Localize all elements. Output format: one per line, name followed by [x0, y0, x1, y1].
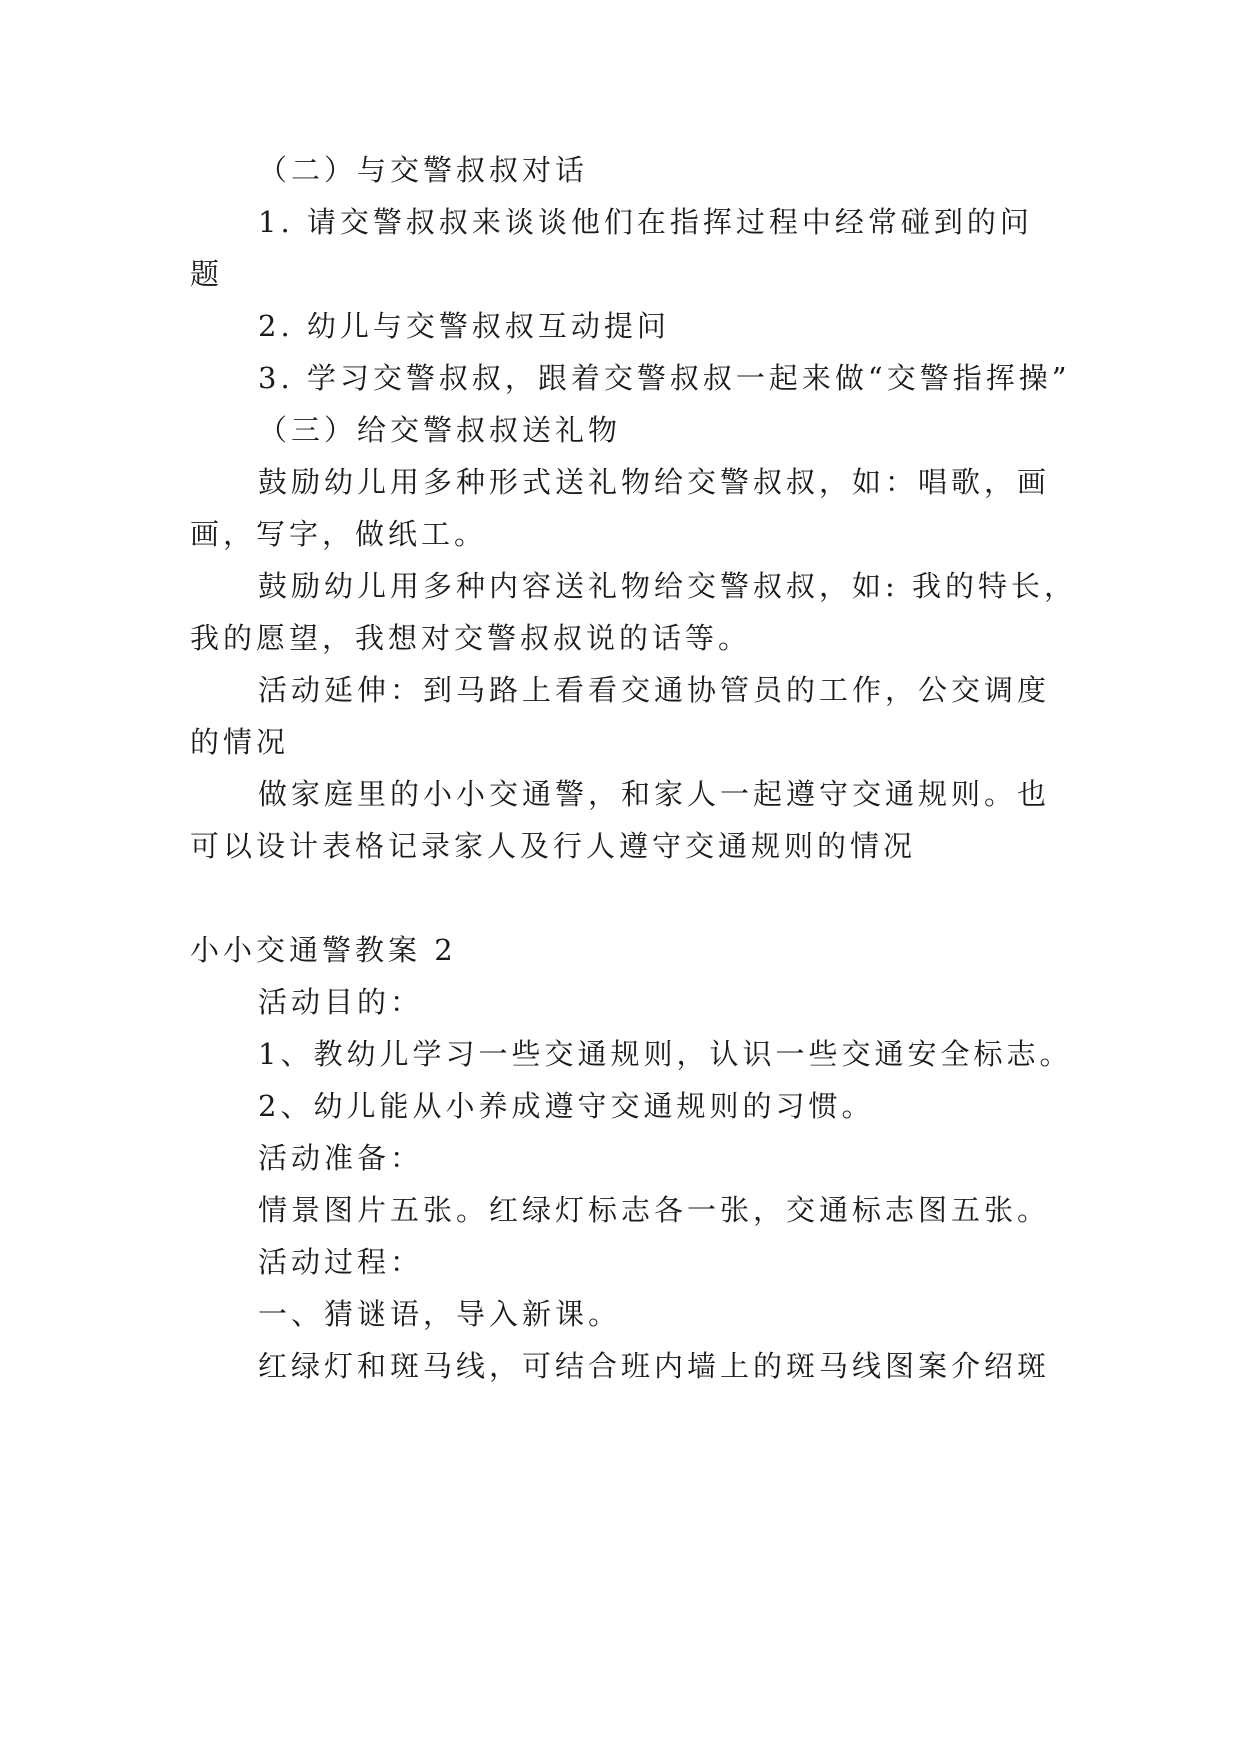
extension-line2: 的情况: [190, 725, 290, 759]
lesson2-prep: 情景图片五张。红绿灯标志各一张，交通标志图五张。: [258, 1193, 1051, 1227]
extension-line4: 可以设计表格记录家人及行人遵守交通规则的情况: [190, 829, 917, 863]
section-three-para2-line2: 我的愿望，我想对交警叔叔说的话等。: [190, 621, 752, 655]
lesson2-goal-heading: 活动目的：: [258, 985, 424, 1019]
lesson2-goal2: 2、幼儿能从小养成遵守交通规则的习惯。: [258, 1089, 875, 1123]
extension-line1: 活动延伸：到马路上看看交通协管员的工作，公交调度: [258, 673, 1051, 707]
lesson2-step1: 一、猜谜语，导入新课。: [258, 1297, 622, 1331]
section-three-para2-line1: 鼓励幼儿用多种内容送礼物给交警叔叔，如: 我的特长，: [258, 569, 1077, 603]
section-three-para1-line2: 画，写字，做纸工。: [190, 517, 488, 551]
extension-line3: 做家庭里的小小交通警，和家人一起遵守交通规则。也: [258, 777, 1051, 811]
lesson2-process-heading: 活动过程：: [258, 1245, 424, 1279]
section-two-item1-line2: 题: [190, 257, 224, 291]
section-two-heading: （二）与交警叔叔对话: [258, 153, 589, 187]
section-two-item3: 3. 学习交警叔叔，跟着交警叔叔一起来做“交警指挥操”: [258, 361, 1071, 395]
lesson2-title: 小小交通警教案 2: [190, 933, 457, 967]
lesson2-prep-heading: 活动准备：: [258, 1141, 424, 1175]
lesson2-goal1: 1、教幼儿学习一些交通规则，认识一些交通安全标志。: [258, 1037, 1073, 1071]
section-two-item2: 2. 幼儿与交警叔叔互动提问: [258, 309, 670, 343]
section-three-para1-line1: 鼓励幼儿用多种形式送礼物给交警叔叔，如：唱歌，画: [258, 465, 1051, 499]
section-three-heading: （三）给交警叔叔送礼物: [258, 413, 622, 447]
lesson2-step1-text: 红绿灯和斑马线，可结合班内墙上的斑马线图案介绍斑: [258, 1349, 1051, 1383]
section-two-item1-line1: 1. 请交警叔叔来谈谈他们在指挥过程中经常碰到的问: [258, 205, 1033, 239]
